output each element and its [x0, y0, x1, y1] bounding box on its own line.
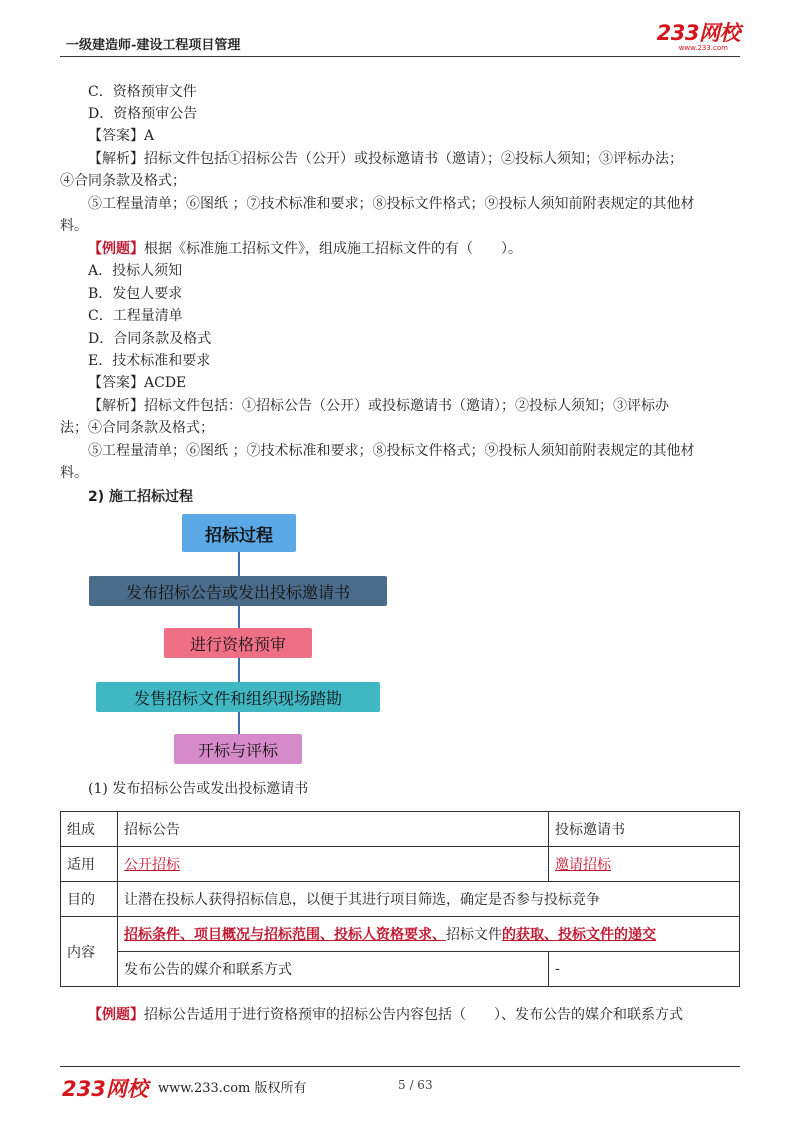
- footer-logo: 233网校: [62, 1077, 148, 1101]
- table-cell: 让潜在投标人获得招标信息，以便于其进行项目筛选，确定是否参与投标竞争: [118, 882, 740, 917]
- q1-answer: 【答案】A: [88, 128, 155, 144]
- q3-stem: [88, 1006, 683, 1024]
- table-cell: [549, 847, 740, 882]
- page-number: 5 / 63: [398, 1078, 433, 1092]
- q2-answer: 【答案】ACDE: [88, 375, 187, 391]
- flow-step-1: 发布招标公告或发出投标邀请书: [89, 576, 387, 606]
- table-row: [61, 812, 740, 847]
- q1-option-c: C．资格预审文件: [88, 84, 197, 100]
- q1-option-d: D．资格预审公告: [88, 106, 198, 122]
- q2-stem-text: 根据《标准施工招标文件》，组成施工招标文件的有（ ）。: [144, 241, 522, 257]
- table-row: [61, 847, 740, 882]
- table-row: [61, 952, 740, 987]
- q1-analysis-line1: 【解析】招标文件包括①招标公告（公开）或投标邀请书（邀请）；②投标人须知；③评标办法；: [88, 151, 683, 167]
- logo-text: 233网校: [656, 21, 740, 45]
- table-cell: 适用: [61, 847, 118, 882]
- table-row: [61, 882, 740, 917]
- section-heading: 2) 施工招标过程: [88, 489, 194, 505]
- invited-tender-text: 邀请招标: [555, 857, 611, 873]
- content-highlight-c: 的获取、投标文件的递交: [502, 927, 656, 943]
- q1-analysis-line4: 料。: [60, 218, 88, 234]
- q3-stem-text: 招标公告适用于进行资格预审的招标公告内容包括（ ）、发布公告的媒介和联系方式: [144, 1007, 683, 1023]
- q2-option-d: D．合同条款及格式: [88, 331, 212, 347]
- table-cell: 内容: [61, 917, 118, 987]
- table-cell: [118, 847, 549, 882]
- table-cell: 发布公告的媒介和联系方式: [118, 952, 549, 987]
- q2-analysis-line4: 料。: [60, 465, 88, 481]
- table-cell: 目的: [61, 882, 118, 917]
- q1-analysis-line2: ④合同条款及格式；: [60, 173, 186, 189]
- table-cell: -: [549, 952, 740, 987]
- table-cell: 招标公告: [118, 812, 549, 847]
- table-cell: 组成: [61, 812, 118, 847]
- page-footer: [60, 1066, 740, 1101]
- q2-option-a: A．投标人须知: [88, 263, 183, 279]
- q2-stem: [88, 240, 522, 258]
- flow-step-3: 发售招标文件和组织现场踏勘: [96, 682, 380, 712]
- q2-option-e: E．技术标准和要求: [88, 353, 211, 369]
- q2-option-c: C．工程量清单: [88, 308, 183, 324]
- q2-analysis-line2: 法；④合同条款及格式；: [60, 420, 214, 436]
- example-tag: 【例题】: [88, 241, 144, 257]
- content-plain: 招标文件: [446, 927, 502, 943]
- flow-step-4: 开标与评标: [174, 734, 302, 764]
- content-highlight-a: 招标条件、项目概况与招标范围、投标人资格要求、: [124, 927, 446, 943]
- q1-analysis-line3: ⑤工程量清单；⑥图纸 ；⑦技术标准和要求；⑧投标文件格式；⑨投标人须知前附表规定的其他材: [88, 196, 695, 212]
- logo-url: www.233.com: [678, 44, 728, 52]
- table-cell: 投标邀请书: [549, 812, 740, 847]
- subsection-heading: (1) 发布招标公告或发出投标邀请书: [88, 781, 309, 797]
- header-title: 一级建造师-建设工程项目管理: [66, 38, 241, 53]
- flow-title-box: 招标过程: [182, 514, 296, 552]
- q2-analysis-line3: ⑤工程量清单；⑥图纸 ；⑦技术标准和要求；⑧投标文件格式；⑨投标人须知前附表规定的其他材: [88, 443, 695, 459]
- flow-step-2: 进行资格预审: [164, 628, 312, 658]
- example-tag: 【例题】: [88, 1007, 144, 1023]
- table-cell: [118, 917, 740, 952]
- comparison-table: [60, 811, 740, 987]
- footer-copyright: www.233.com 版权所有: [158, 1081, 307, 1096]
- page-header: [60, 22, 740, 57]
- q2-analysis-line1: 【解析】招标文件包括：①招标公告（公开）或投标邀请书（邀请）；②投标人须知；③评标办: [88, 398, 669, 414]
- q2-option-b: B．发包人要求: [88, 286, 183, 302]
- open-tender-text: 公开招标: [124, 857, 180, 873]
- table-row: [61, 917, 740, 952]
- brand-logo: [657, 22, 740, 52]
